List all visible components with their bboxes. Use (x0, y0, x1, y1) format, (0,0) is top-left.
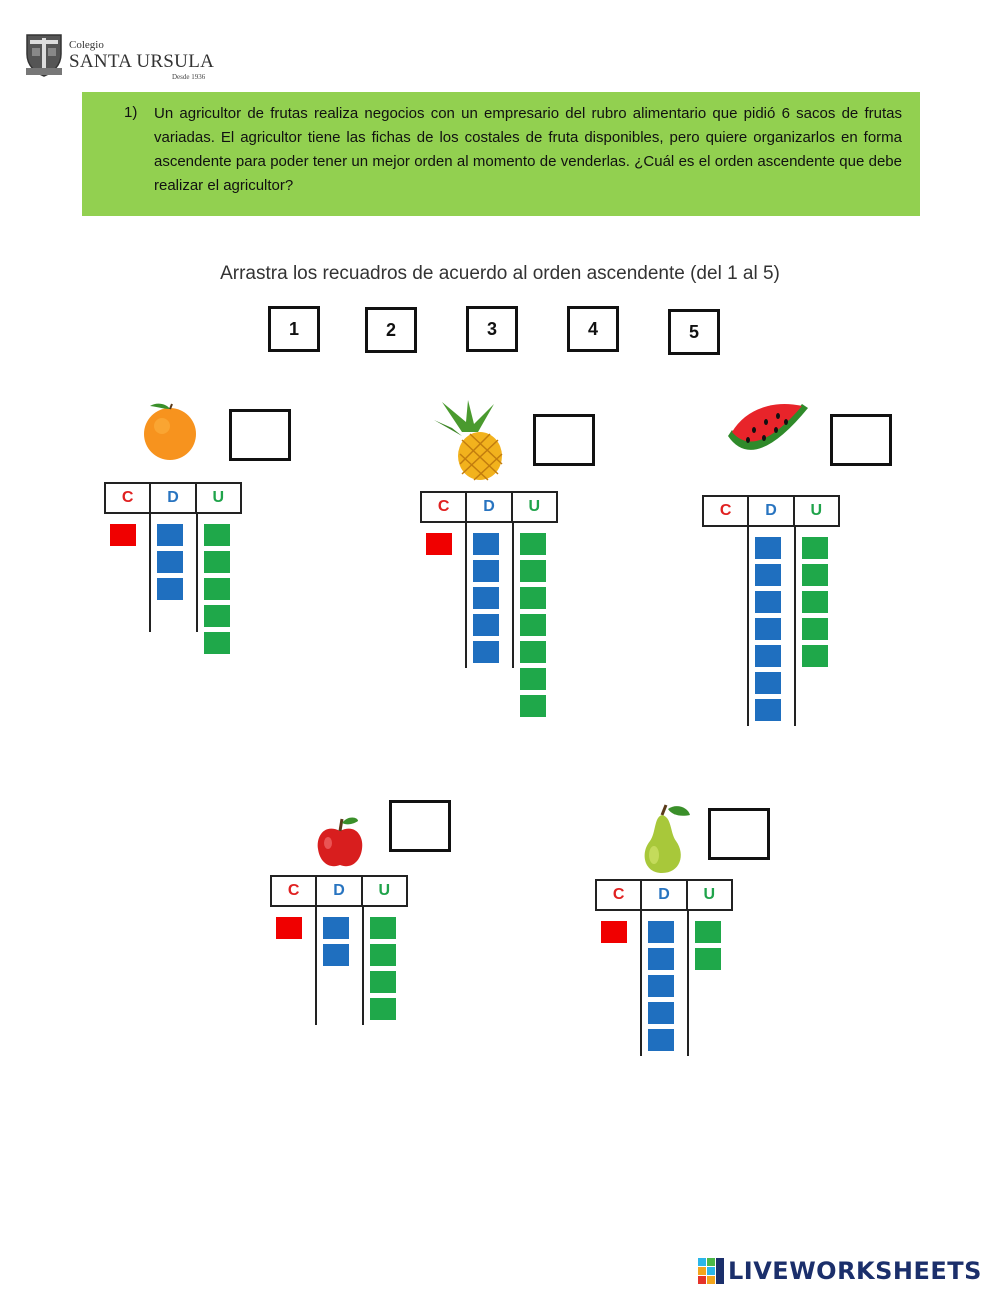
pv-label-c: C (287, 882, 300, 899)
pv-label-c: C (719, 502, 732, 519)
decena-block (473, 614, 499, 636)
tile-1[interactable]: 1 (268, 306, 320, 352)
decena-block (157, 524, 183, 546)
pv-header (702, 495, 840, 527)
unidad-block (520, 614, 546, 636)
unidad-block (370, 971, 396, 993)
pv-label-d: D (315, 877, 360, 905)
unidad-block (370, 917, 396, 939)
question-text: Un agricultor de frutas realiza negocios con un empresario del rubro alimentario que pidió 6 sacos de frutas variadas. El agricultor tiene las fichas de los costales de fruta disponibles, pero quiere organizarlos en forma ascendente para poder tener un mejor orden al momento de venderlas. ¿Cuál es el orden ascendente que debe realizar el agricultor? (154, 105, 902, 194)
pv-label-d: D (149, 484, 194, 512)
answer-box-orange[interactable] (229, 409, 291, 461)
pv-divider (512, 521, 514, 668)
unidad-block (204, 632, 230, 654)
pv-label-c: C (612, 886, 625, 903)
unidad-block (520, 695, 546, 717)
unidad-block (204, 524, 230, 546)
pv-divider (640, 909, 642, 1056)
pv-label-u: U (361, 877, 406, 905)
unidad-block (802, 564, 828, 586)
unidad-block (520, 587, 546, 609)
decena-block (473, 560, 499, 582)
unidad-block (802, 618, 828, 640)
pv-divider (465, 521, 467, 668)
unidad-block (204, 551, 230, 573)
pineapple-icon (432, 398, 512, 482)
centena-block (426, 533, 452, 555)
decena-block (473, 533, 499, 555)
question-number: 1) (124, 104, 138, 121)
tile-4[interactable]: 4 (567, 306, 619, 352)
pv-label-u: U (511, 493, 556, 521)
unidad-block (520, 641, 546, 663)
tile-3[interactable]: 3 (466, 306, 518, 352)
pear-icon (634, 803, 694, 875)
logo-line3: Desde 1936 (172, 73, 206, 81)
pv-header (420, 491, 558, 523)
liveworksheets-icon (698, 1258, 724, 1284)
pv-label-c: C (121, 489, 134, 506)
centena-block (276, 917, 302, 939)
pv-label-u: U (793, 497, 838, 525)
decena-block (755, 564, 781, 586)
pv-divider (149, 512, 151, 632)
decena-block (755, 591, 781, 613)
decena-block (755, 699, 781, 721)
school-logo (24, 32, 214, 82)
pv-header (595, 879, 733, 911)
decena-block (755, 537, 781, 559)
decena-block (157, 551, 183, 573)
brand-text: LIVEWORKSHEETS (728, 1257, 982, 1285)
decena-block (473, 587, 499, 609)
unidad-block (802, 591, 828, 613)
decena-block (323, 917, 349, 939)
pv-divider (747, 525, 749, 726)
answer-box-watermelon[interactable] (830, 414, 892, 466)
answer-box-pear[interactable] (708, 808, 770, 860)
question-box (82, 92, 920, 216)
instruction-text: Arrastra los recuadros de acuerdo al orden ascendente (del 1 al 5) (220, 263, 780, 284)
answer-box-apple[interactable] (389, 800, 451, 852)
pv-divider (196, 512, 198, 632)
pv-label-d: D (465, 493, 510, 521)
unidad-block (204, 605, 230, 627)
decena-block (323, 944, 349, 966)
unidad-block (802, 537, 828, 559)
tile-5[interactable]: 5 (668, 309, 720, 355)
pv-label-d: D (747, 497, 792, 525)
decena-block (755, 672, 781, 694)
unidad-block (520, 668, 546, 690)
logo-line2: SANTA URSULA (69, 51, 215, 72)
decena-block (157, 578, 183, 600)
unidad-block (520, 560, 546, 582)
decena-block (648, 975, 674, 997)
unidad-block (802, 645, 828, 667)
unidad-block (370, 944, 396, 966)
pv-divider (794, 525, 796, 726)
decena-block (648, 948, 674, 970)
decena-block (755, 645, 781, 667)
unidad-block (695, 921, 721, 943)
pv-header (270, 875, 408, 907)
school-crest-icon (24, 32, 64, 78)
pv-label-d: D (640, 881, 685, 909)
liveworksheets-logo (698, 1256, 982, 1286)
decena-block (648, 1002, 674, 1024)
unidad-block (520, 533, 546, 555)
centena-block (601, 921, 627, 943)
orange-icon (136, 400, 200, 462)
decena-block (755, 618, 781, 640)
pv-header (104, 482, 242, 514)
apple-icon (314, 815, 366, 871)
answer-box-pineapple[interactable] (533, 414, 595, 466)
pv-divider (687, 909, 689, 1056)
unidad-block (695, 948, 721, 970)
pv-label-u: U (686, 881, 731, 909)
decena-block (648, 1029, 674, 1051)
unidad-block (370, 998, 396, 1020)
decena-block (473, 641, 499, 663)
pv-divider (315, 905, 317, 1025)
pv-label-u: U (195, 484, 240, 512)
pv-divider (362, 905, 364, 1025)
tile-2[interactable]: 2 (365, 307, 417, 353)
pv-label-c: C (437, 498, 450, 515)
decena-block (648, 921, 674, 943)
logo-line1: Colegio (69, 39, 104, 51)
centena-block (110, 524, 136, 546)
unidad-block (204, 578, 230, 600)
watermelon-icon (724, 400, 812, 474)
